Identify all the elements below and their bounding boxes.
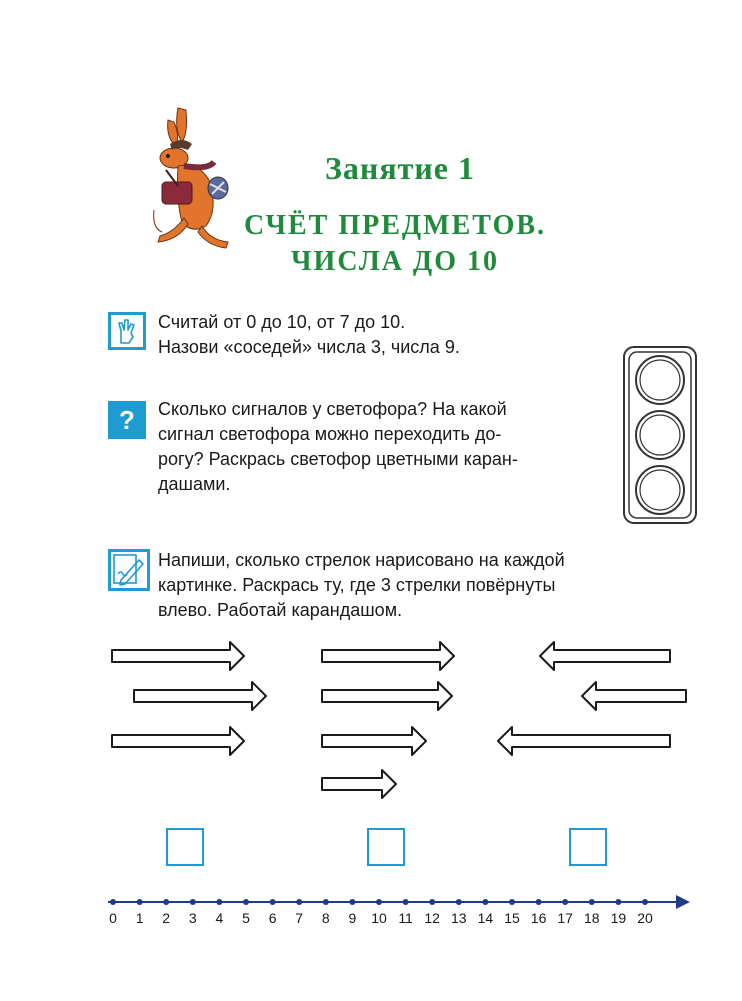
number-line-label: 7 bbox=[295, 910, 304, 926]
task-1-line-1: Считай от 0 до 10, от 7 до 10. bbox=[158, 312, 406, 332]
number-line-label: 6 bbox=[268, 910, 277, 926]
number-line-label: 3 bbox=[188, 910, 197, 926]
lesson-subtitle bbox=[230, 208, 560, 280]
number-line-point bbox=[589, 899, 595, 905]
task-2-line-4: дашами. bbox=[158, 474, 231, 494]
task-3-line-3: влево. Работай карандашом. bbox=[158, 600, 403, 620]
arrows-picture bbox=[0, 630, 742, 805]
arrow-group-3[interactable] bbox=[498, 642, 686, 755]
arrow-group-2[interactable] bbox=[322, 642, 454, 798]
number-line-point bbox=[296, 899, 302, 905]
number-line-point bbox=[482, 899, 488, 905]
question-mark: ? bbox=[119, 405, 135, 435]
arrow-right bbox=[112, 642, 244, 670]
number-line-point bbox=[536, 899, 542, 905]
number-line-label: 5 bbox=[242, 910, 250, 926]
number-line-point bbox=[349, 899, 355, 905]
number-line-label: 1 bbox=[135, 910, 144, 926]
subtitle-line-2: ЧИСЛА ДО 10 bbox=[291, 246, 499, 277]
number-line-label: 13 bbox=[451, 910, 467, 926]
number-line-label: 9 bbox=[348, 910, 357, 926]
arrow-group-1[interactable] bbox=[112, 642, 266, 755]
task-2-line-3: рогу? Раскрась светофор цветными каран- bbox=[158, 449, 518, 469]
arrow-right bbox=[322, 727, 426, 755]
number-line-point bbox=[429, 899, 435, 905]
number-line-label: 11 bbox=[398, 910, 413, 926]
task-3-line-2: картинке. Раскрась ту, где 3 стрелки повёрнуты bbox=[158, 575, 556, 595]
answer-box-2[interactable] bbox=[367, 828, 405, 866]
number-line-label: 18 bbox=[584, 910, 600, 926]
number-line-point bbox=[562, 899, 568, 905]
number-line-label: 19 bbox=[610, 910, 627, 926]
arrow-right bbox=[322, 682, 452, 710]
number-line-point bbox=[403, 899, 409, 905]
number-line-label: 20 bbox=[637, 910, 653, 926]
number-line-label: 0 bbox=[109, 910, 117, 926]
number-line-label: 8 bbox=[321, 910, 330, 926]
signal-top[interactable] bbox=[636, 356, 684, 404]
task-1-line-2: Назови «соседей» числа 3, числа 9. bbox=[158, 337, 460, 357]
task-2-line-2: сигнал светофора можно переходить до- bbox=[158, 424, 502, 444]
number-line-point bbox=[270, 899, 276, 905]
arrow-right bbox=[322, 770, 396, 798]
signal-middle[interactable] bbox=[636, 411, 684, 459]
number-line-label: 2 bbox=[162, 910, 171, 926]
question-icon bbox=[108, 401, 146, 439]
number-line-label: 10 bbox=[371, 910, 387, 926]
number-line-label: 17 bbox=[557, 910, 573, 926]
number-line-point bbox=[190, 899, 196, 905]
answer-box-1[interactable] bbox=[166, 828, 204, 866]
number-line-label: 15 bbox=[504, 910, 520, 926]
task-2-text bbox=[158, 397, 598, 497]
number-line-point bbox=[456, 899, 462, 905]
arrow-left bbox=[582, 682, 686, 710]
traffic-light[interactable] bbox=[622, 345, 698, 525]
signal-bottom[interactable] bbox=[636, 466, 684, 514]
arrow-left bbox=[498, 727, 670, 755]
task-3-line-1: Напиши, сколько стрелок нарисовано на каждой bbox=[158, 550, 565, 570]
arrow-right bbox=[322, 642, 454, 670]
number-line-point bbox=[615, 899, 621, 905]
number-line-point bbox=[376, 899, 382, 905]
task-3-text bbox=[158, 548, 690, 623]
number-line-point bbox=[323, 899, 329, 905]
task-2-line-1: Сколько сигналов у светофора? На какой bbox=[158, 399, 507, 419]
arrow-right bbox=[112, 727, 244, 755]
number-line-label: 4 bbox=[215, 910, 224, 926]
arrow-right bbox=[134, 682, 266, 710]
kangaroo-illustration bbox=[148, 100, 240, 250]
number-line-point bbox=[509, 899, 515, 905]
number-line-label: 12 bbox=[424, 910, 440, 926]
number-line-label: 16 bbox=[530, 910, 547, 926]
lesson-title: Занятие 1 bbox=[325, 150, 475, 186]
number-line-point bbox=[163, 899, 169, 905]
number-line-point bbox=[216, 899, 222, 905]
counting-hand-icon bbox=[108, 312, 146, 350]
answer-box-3[interactable] bbox=[569, 828, 607, 866]
number-line-point bbox=[110, 899, 116, 905]
subtitle-line-1: СЧЁТ ПРЕДМЕТОВ. bbox=[243, 210, 547, 241]
number-line-label: 14 bbox=[477, 910, 494, 926]
number-line-point bbox=[243, 899, 249, 905]
number-line-point bbox=[137, 899, 143, 905]
task-1-text bbox=[158, 310, 538, 360]
pencil-writing-icon bbox=[108, 549, 150, 591]
arrow-left bbox=[540, 642, 670, 670]
number-line-point bbox=[642, 899, 648, 905]
